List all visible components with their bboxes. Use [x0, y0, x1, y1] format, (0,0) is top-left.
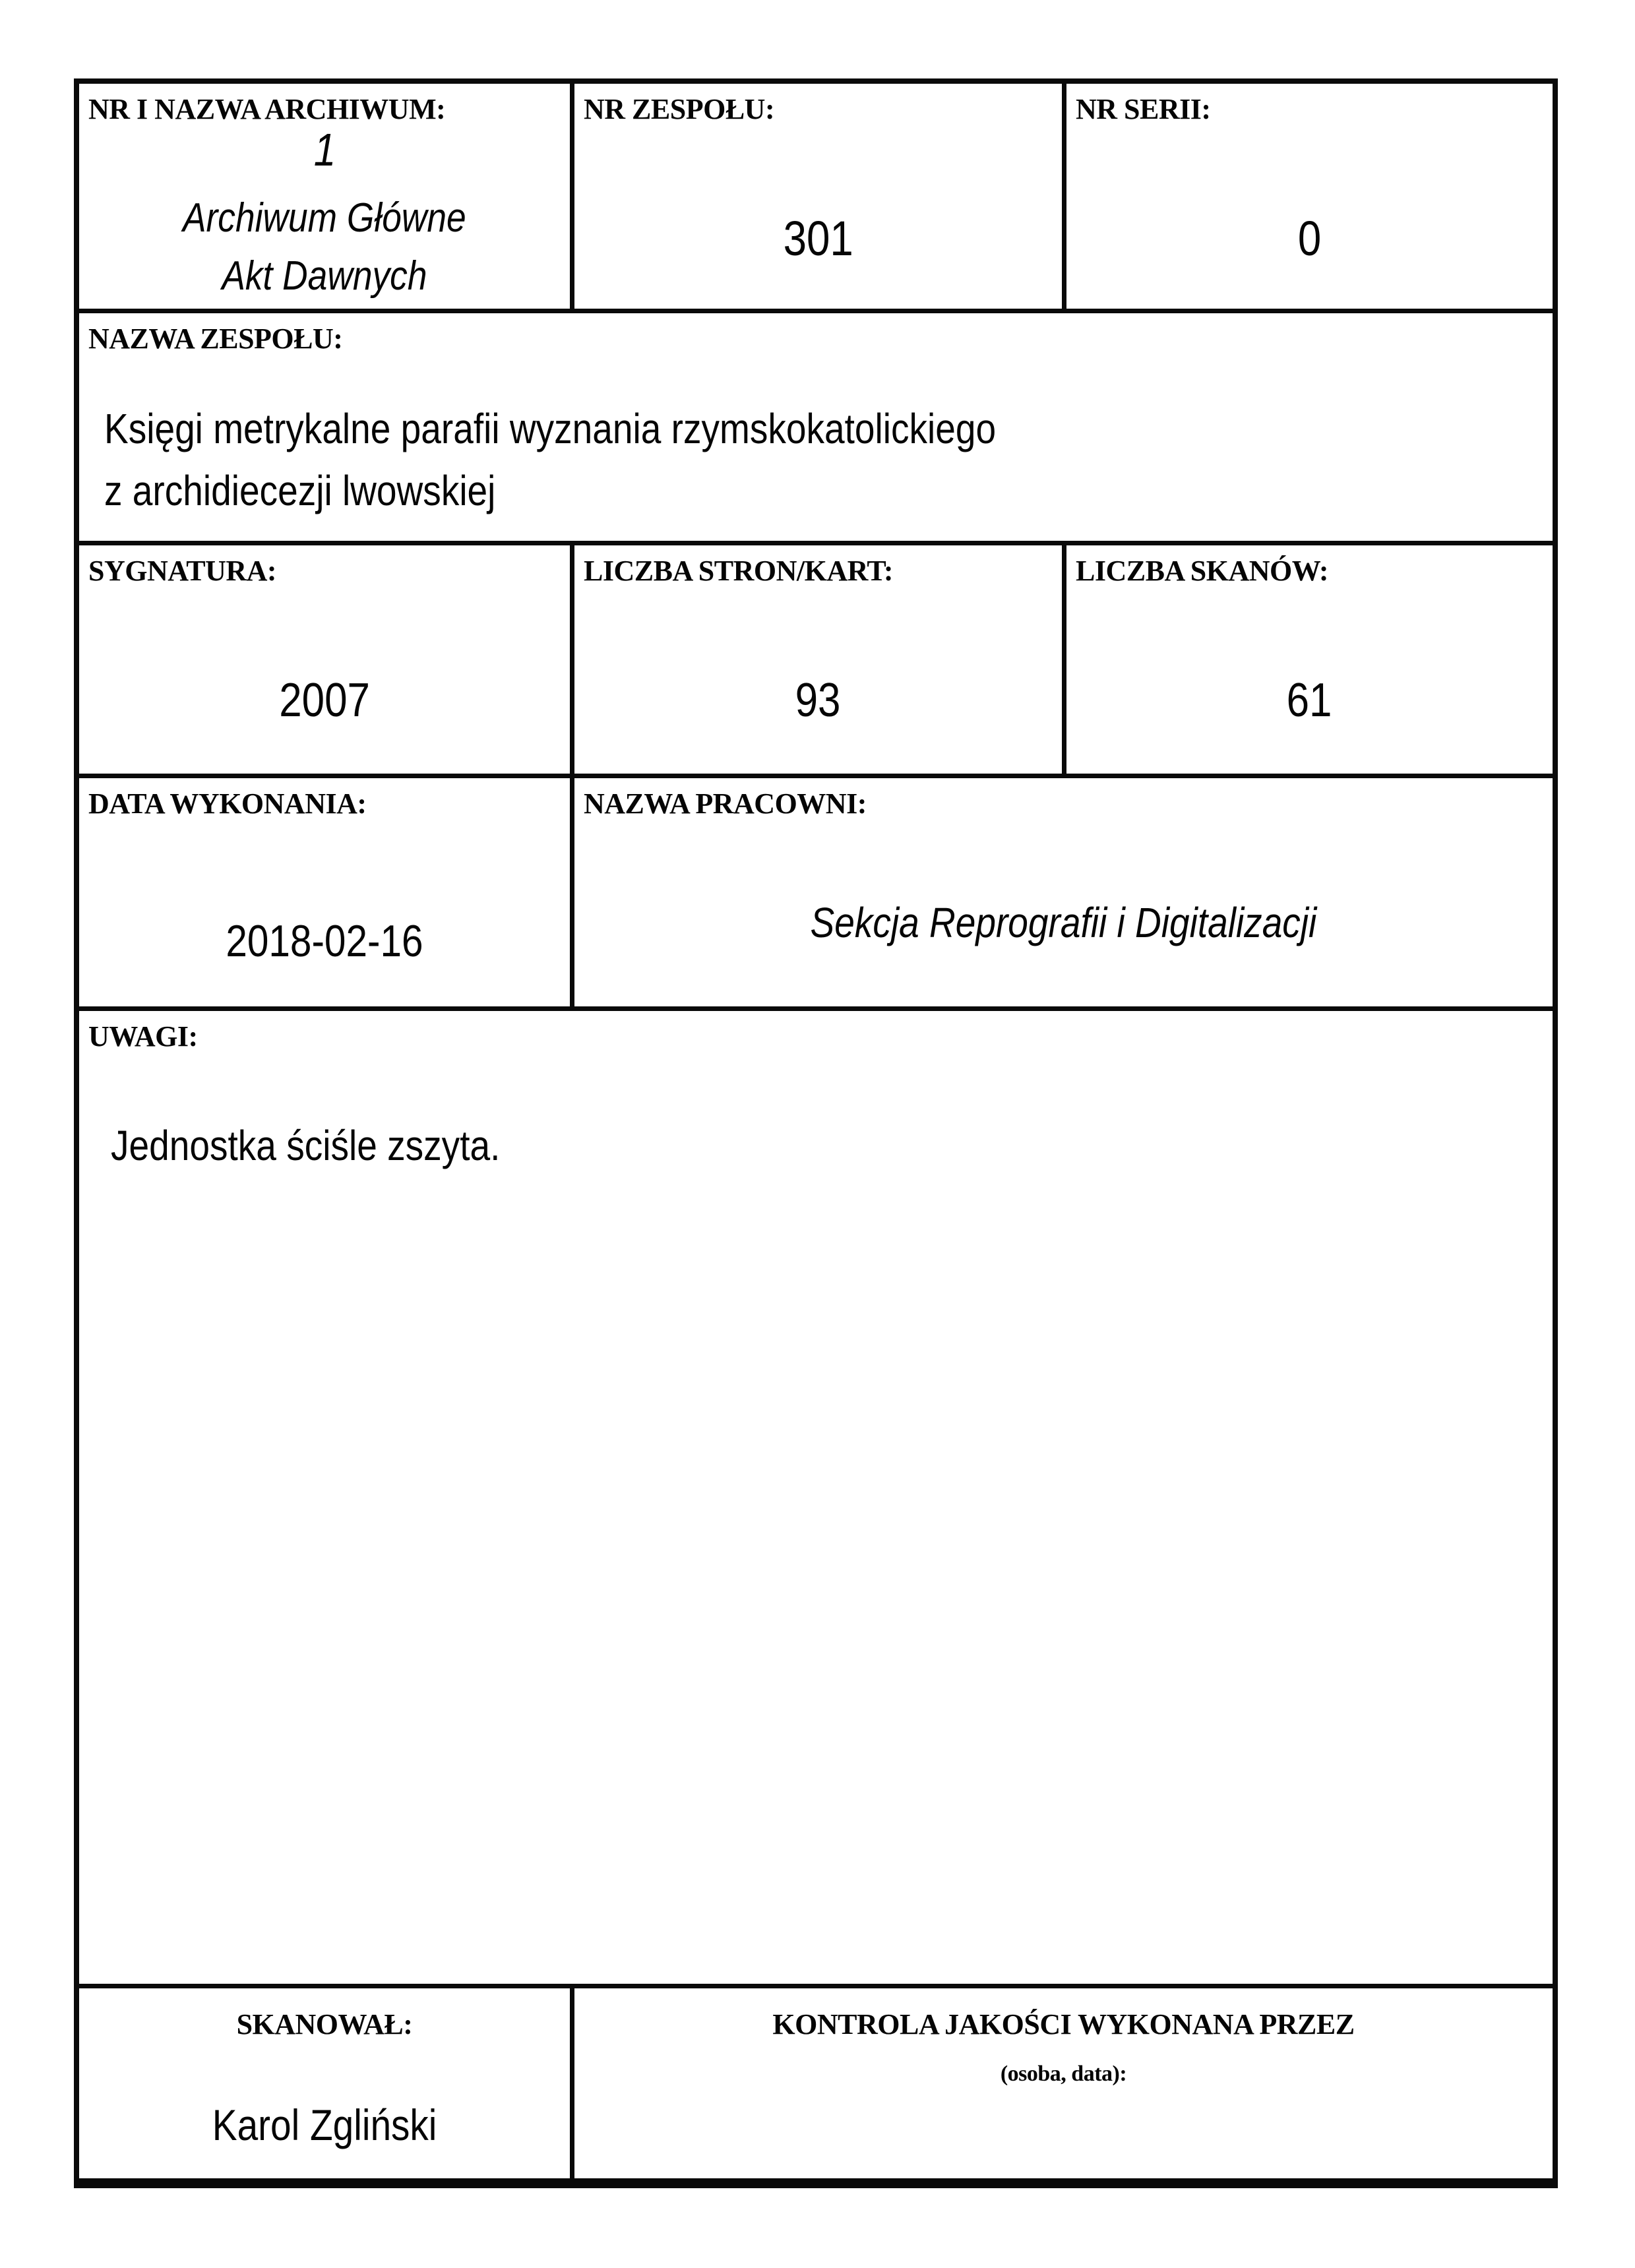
- cell-archive: [79, 84, 574, 313]
- remarks-value: Jednostka ściśle zszyta.: [111, 1122, 501, 1169]
- archive-number: 1: [313, 124, 336, 175]
- workshop-label: NAZWA PRACOWNI:: [584, 787, 867, 820]
- fonds-number-label: NR ZESPOŁU:: [584, 93, 775, 125]
- archive-label: NR I NAZWA ARCHIWUM:: [88, 93, 446, 125]
- cell-signature: [79, 545, 574, 778]
- scans-count-label: LICZBA SKANÓW:: [1076, 555, 1328, 587]
- archive-name-line1: Archiwum Główne: [183, 195, 466, 241]
- signature-label: SYGNATURA:: [88, 555, 277, 587]
- metadata-table: [74, 78, 1558, 2188]
- fonds-name-line1: Księgi metrykalne parafii wyznania rzymskokatolickiego: [104, 405, 997, 452]
- scanned-by-value: Karol Zgliński: [212, 2100, 437, 2149]
- cell-fonds-number: [574, 84, 1066, 313]
- archive-name-line2: Akt Dawnych: [222, 253, 427, 299]
- signature-value: 2007: [279, 674, 370, 727]
- cell-quality-control: [574, 1988, 1553, 2178]
- fonds-name-value: [104, 398, 1553, 522]
- series-number-label: NR SERII:: [1076, 93, 1211, 125]
- cell-pages-count: [574, 545, 1066, 778]
- execution-date-value: 2018-02-16: [226, 916, 423, 966]
- cell-scanned-by: [79, 1988, 574, 2178]
- pages-count-value: 93: [795, 674, 841, 727]
- series-number-value: 0: [1297, 211, 1322, 266]
- archive-name: [79, 189, 570, 305]
- fonds-name-line2: z archidiecezji lwowskiej: [104, 467, 496, 514]
- scanned-by-label: SKANOWAŁ:: [236, 2008, 413, 2040]
- fonds-number-value: 301: [783, 211, 853, 266]
- cell-scans-count: [1066, 545, 1553, 778]
- cell-remarks: [79, 1011, 1553, 1988]
- quality-control-label: KONTROLA JAKOŚCI WYKONANA PRZEZ: [772, 2008, 1355, 2040]
- cell-workshop: [574, 778, 1553, 1011]
- cell-series-number: [1066, 84, 1553, 313]
- workshop-value: Sekcja Reprografii i Digitalizacji: [810, 899, 1317, 946]
- fonds-name-label: NAZWA ZESPOŁU:: [88, 322, 343, 355]
- quality-control-sublabel: (osoba, data):: [1000, 2062, 1127, 2086]
- cell-execution-date: [79, 778, 574, 1011]
- scans-count-value: 61: [1287, 674, 1332, 727]
- remarks-label: UWAGI:: [88, 1020, 198, 1053]
- pages-count-label: LICZBA STRON/KART:: [584, 555, 894, 587]
- cell-fonds-name: [79, 313, 1553, 545]
- execution-date-label: DATA WYKONANIA:: [88, 787, 367, 820]
